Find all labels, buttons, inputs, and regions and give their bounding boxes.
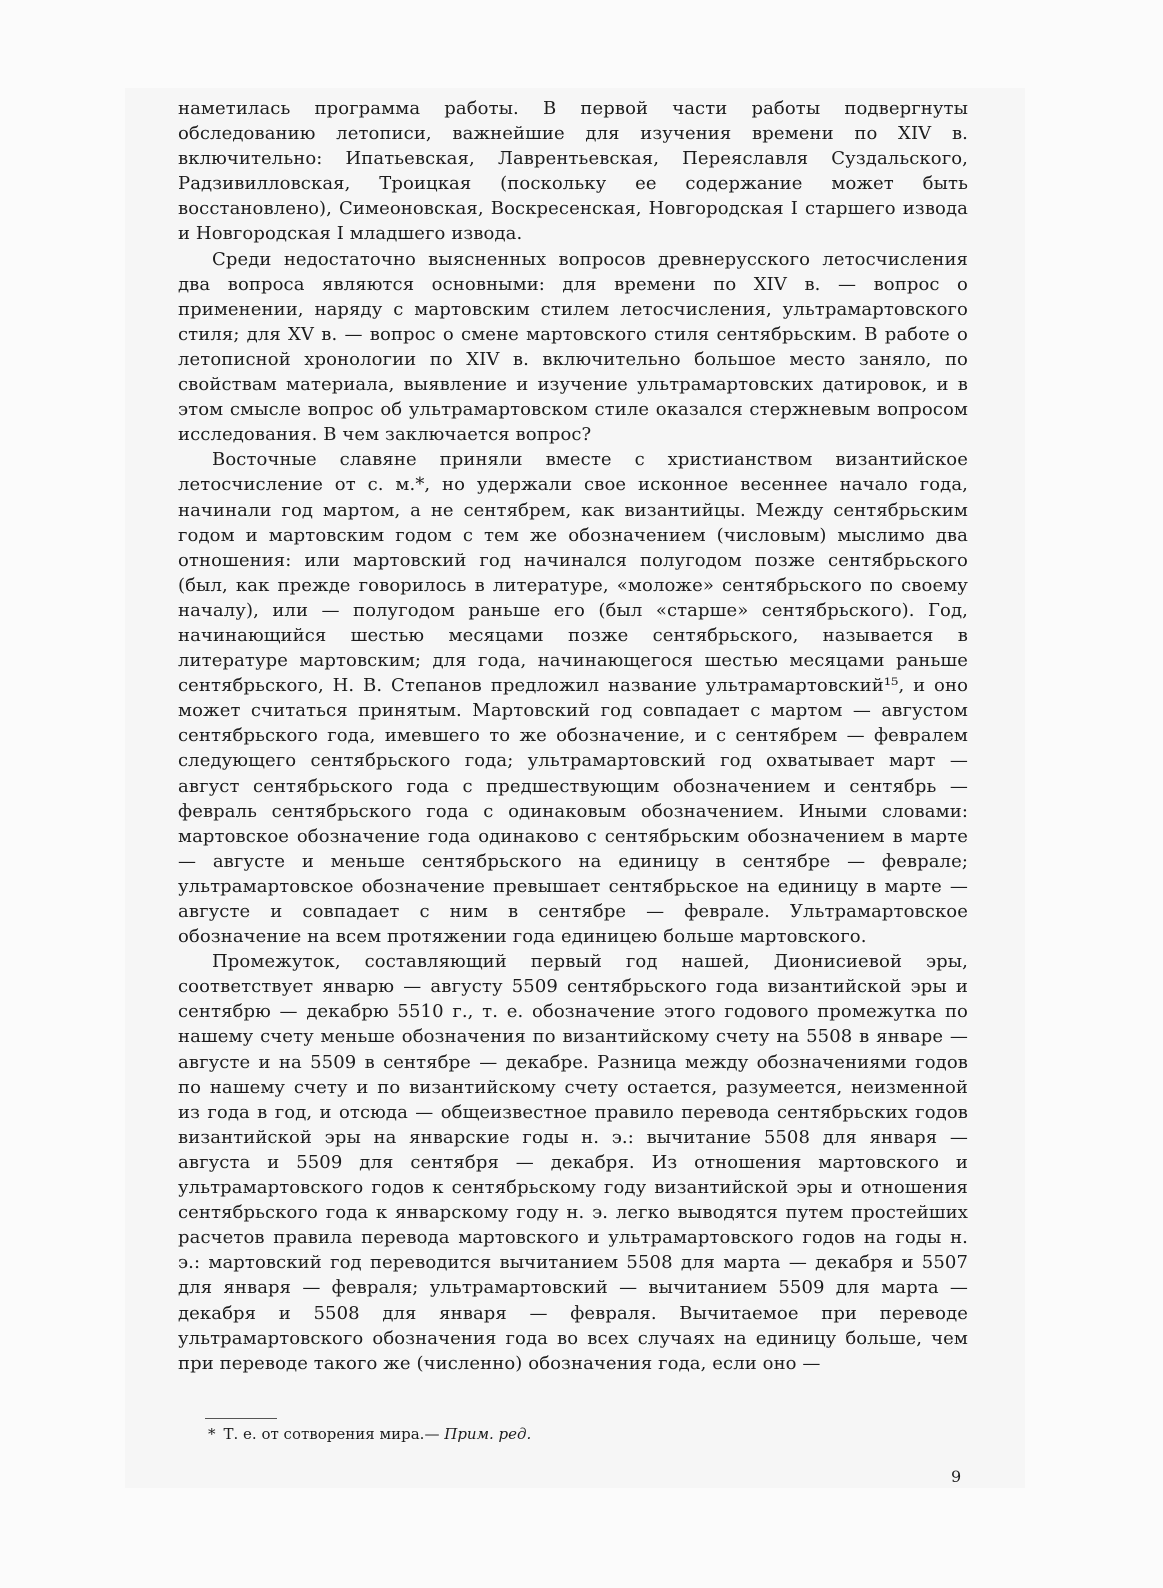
paragraph-2: Среди недостаточно выясненных вопросов древнерусского летосчисления два вопроса являются основными: для времени по XIV в. — вопрос о применении, наряду с мартовским стилем летосчисления, ультрамартовского стиля; для XV в. — вопрос о смене мартовского стиля сентябрьским. В работе о летописной хронологии по XIV в. включительно большое место заняло, по свойствам материала, выявление и изучение ультрамартовских датировок, и в этом смысле вопрос об ультрамартовском стиле оказался стержневым вопросом исследования. В чем заключается вопрос? bbox=[178, 248, 968, 446]
paragraph-3: Восточные славяне приняли вместе с христианством византийское летосчисление от с. м.*, но удержали свое исконное весеннее начало года, начинали год мартом, а не сентябрем, как византийцы. Между сентябрьским годом и мартовским годом с тем же обозначением (числовым) мыслимо два отношения: или мартовский год начинался полугодом позже сентябрьского (был, как прежде говорилось в литературе, «моложе» сентябрьского по своему началу), или — полугодом раньше его (был «старше» сентябрьского). Год, начинающийся шестью месяцами позже сентябрьского, называется в литературе мартовским; для года, начинающегося шестью месяцами раньше сентябрьского, Н. В. Степанов предложил название ультрамартовский¹⁵, и оно может считаться принятым. Мартовский год совпадает с мартом — августом сентябрьского года, имевшего то же обозначение, и с сентябрем — февралем следующего сентябрьского года; ультрамартовский год охватывает март — август сентябрьского года с предшествующим обозначением и сентябрь — февраль сентябрьского года с одинаковым обозначением. Иными словами: мартовское обозначение года одинаково с сентябрьским обозначением в марте — августе и меньше сентябрьского на единицу в сентябре — феврале; ультрамартовское обозначение превышает сентябрьское на единицу в марте — августе и совпадает с ним в сентябре — феврале. Ультрамартовское обозначение на всем протяжении года единицею больше мартовского. bbox=[178, 449, 968, 948]
footnote-divider bbox=[205, 1418, 277, 1419]
footnote bbox=[208, 1424, 531, 1444]
footnote-marker: * bbox=[208, 1425, 216, 1443]
main-text bbox=[178, 96, 968, 1376]
page-number: 9 bbox=[951, 1467, 962, 1486]
paragraph-4: Промежуток, составляющий первый год нашей, Дионисиевой эры, соответствует январю — августу 5509 сентябрьского года византийской эры и сентябрю — декабрю 5510 г., т. е. обозначение этого годового промежутка по нашему счету меньше обозначения по византийскому счету на 5508 в январе — августе и на 5509 в сентябре — декабре. Разница между обозначениями годов по нашему счету и по византийскому счету остается, разумеется, неизменной из года в год, и отсюда — общеизвестное правило перевода сентябрьских годов византийской эры на январские годы н. э.: вычитание 5508 для января — августа и 5509 для сентября — декабря. Из отношения мартовского и ультрамартовского годов к сентябрьскому году византийской эры и отношения сентябрьского года к январскому году н. э. легко выводятся путем простейших расчетов правила перевода мартовского и ультрамартовского годов на годы н. э.: мартовский год переводится вычитанием 5508 для марта — декабря и 5507 для января — февраля; ультрамартовский — вычитанием 5509 для марта — декабря и 5508 для января — февраля. Вычитаемое при переводе ультрамартовского обозначения года во всех случаях на единицу больше, чем при переводе такого же (численно) обозначения года, если оно — bbox=[178, 951, 968, 1374]
footnote-text: Т. е. от сотворения мира.— bbox=[223, 1425, 440, 1443]
footnote-editor-note: Прим. ред. bbox=[444, 1425, 532, 1443]
paragraph-1: наметилась программа работы. В первой части работы подвергнуты обследованию летописи, важнейшие для изучения времени по XIV в. включительно: Ипатьевская, Лаврентьевская, Переяславля Суздальского, Радзивилловская, Троицкая (поскольку ее содержание может быть восстановлено), Симеоновская, Воскресенская, Новгородская I старшего извода и Новгородская I младшего извода. bbox=[178, 98, 968, 245]
